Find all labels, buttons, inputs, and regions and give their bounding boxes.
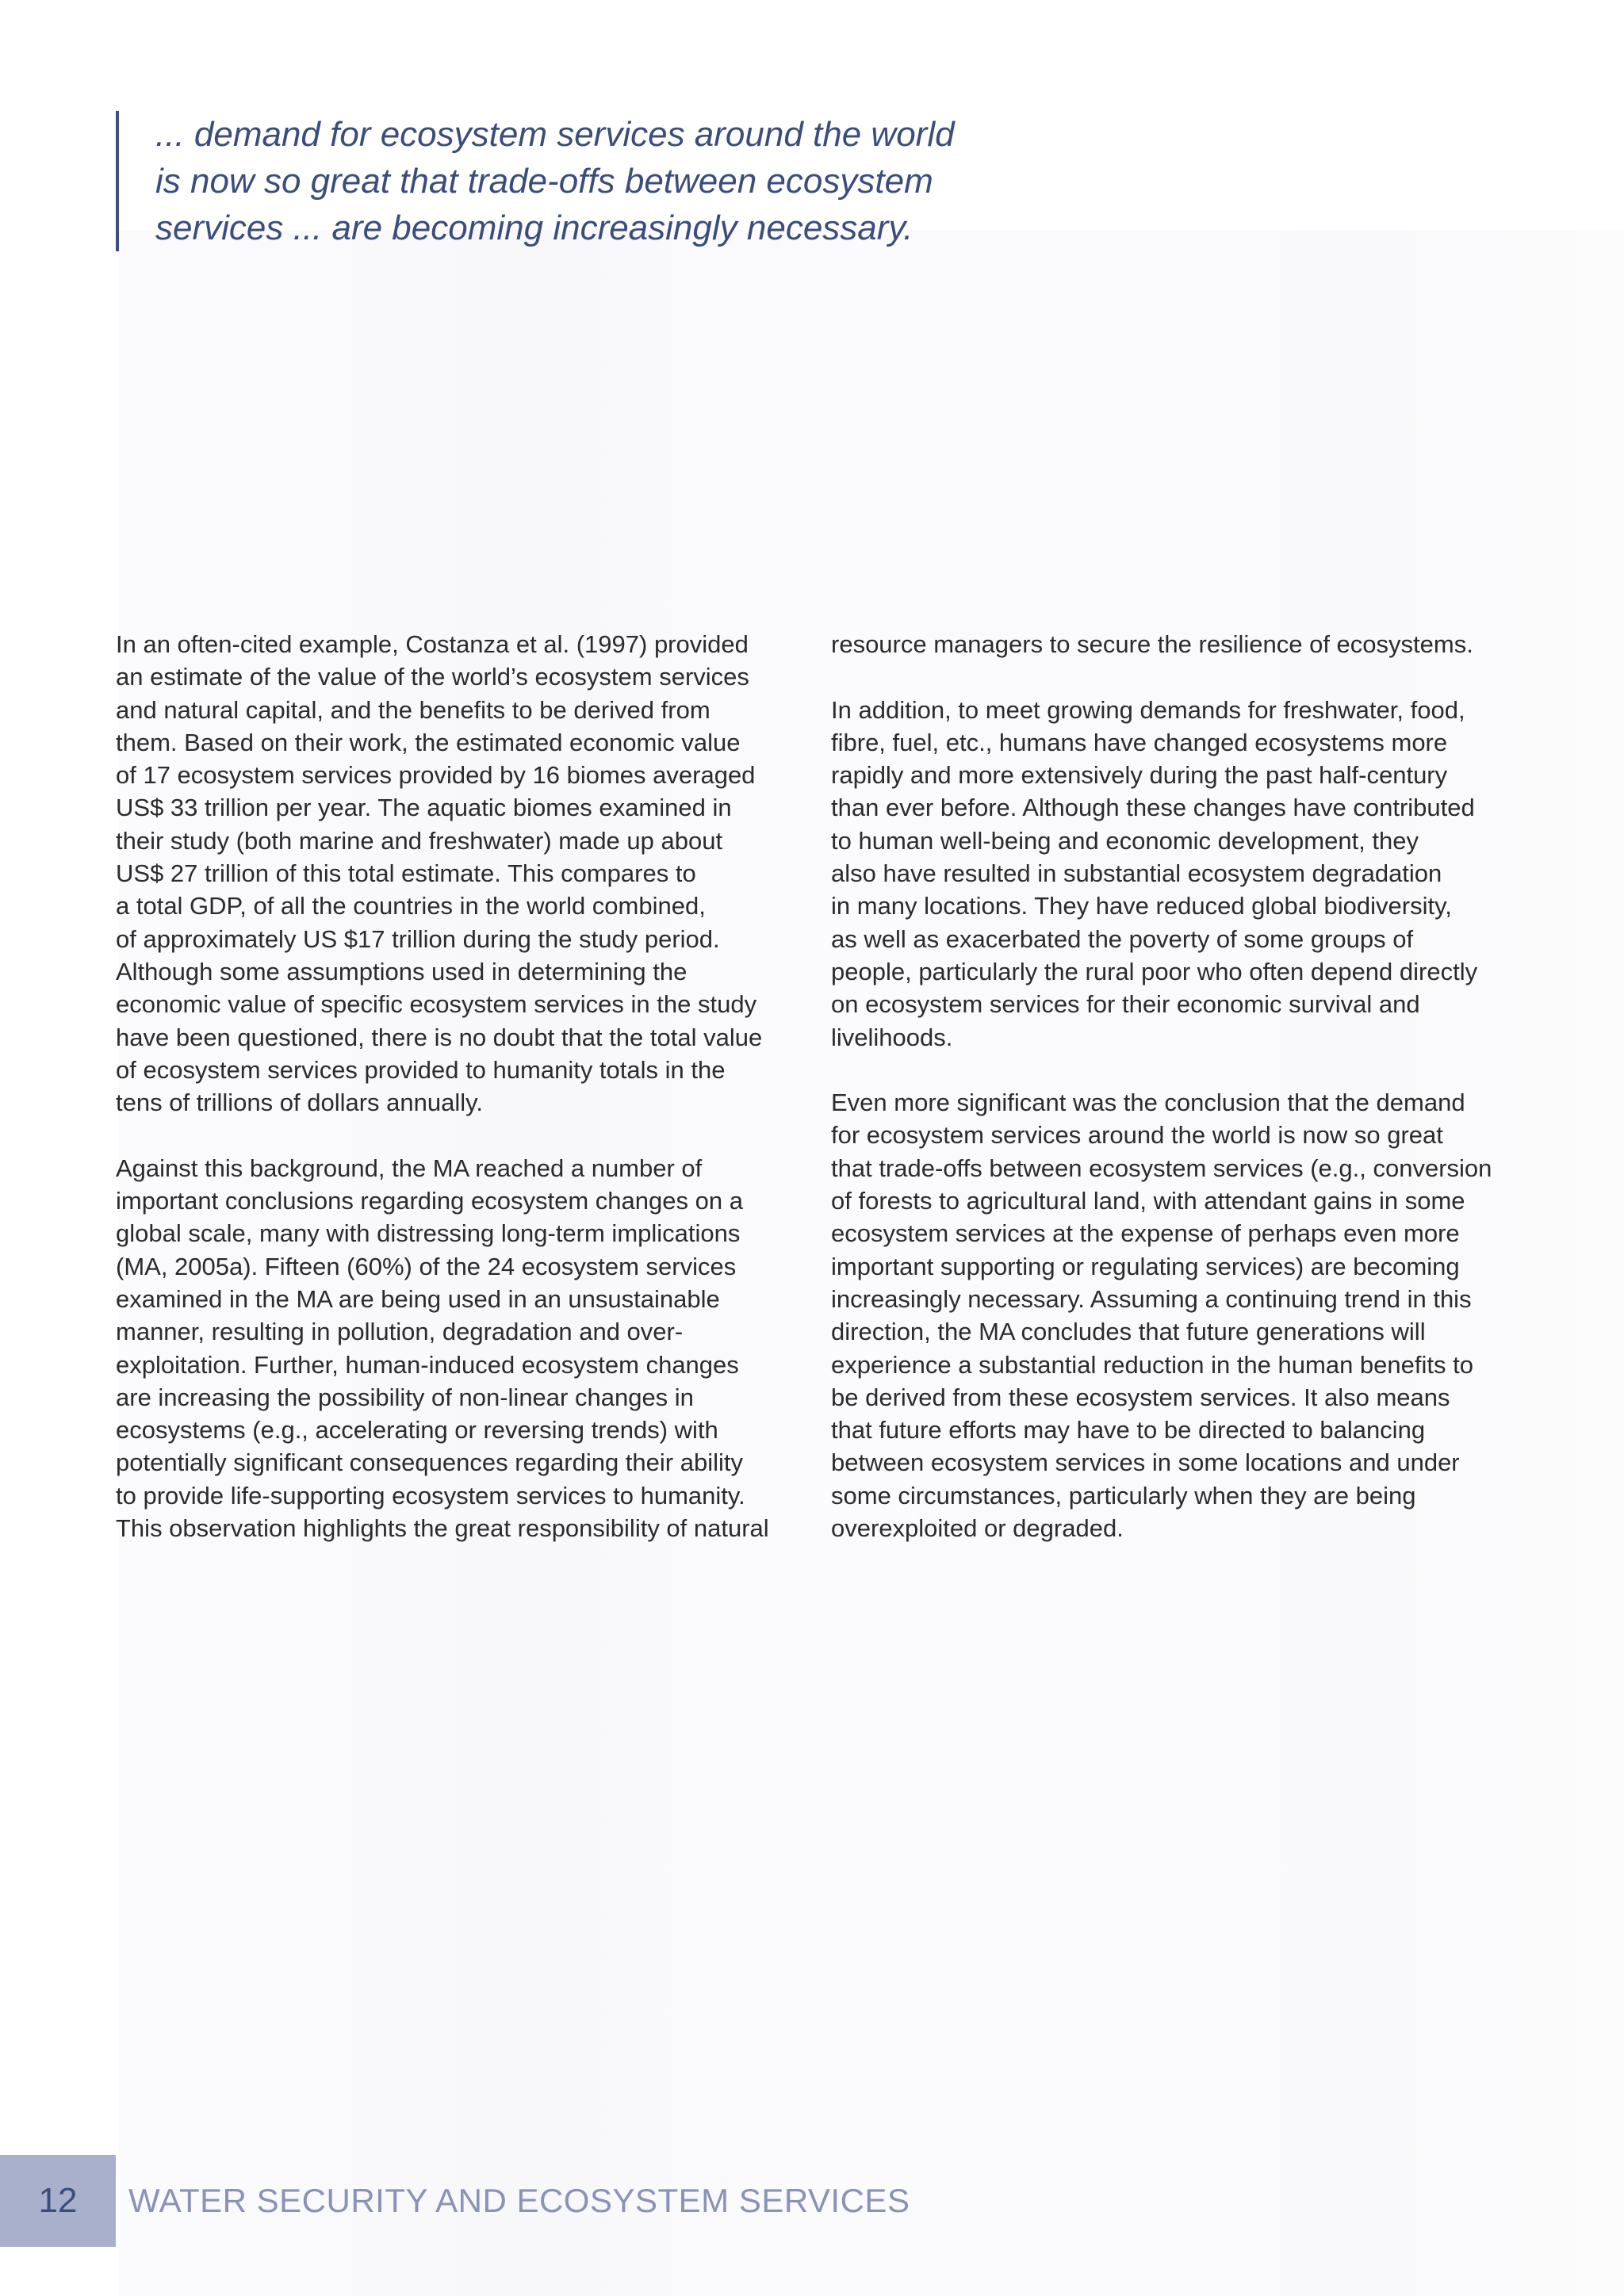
text-line: ecosystem services at the expense of perhaps even more <box>831 1219 1460 1248</box>
pull-quote <box>116 111 1091 251</box>
text-line: resource managers to secure the resilience of ecosystems. <box>831 630 1473 658</box>
text-line: than ever before. Although these changes have contributed <box>831 794 1475 822</box>
paragraph-gap <box>831 1054 1513 1086</box>
paragraph <box>831 628 1513 660</box>
text-line: on ecosystem services for their economic survival and <box>831 990 1420 1019</box>
text-line: important conclusions regarding ecosystem changes on a <box>116 1187 743 1215</box>
text-line: are increasing the possibility of non-linear changes in <box>116 1383 694 1411</box>
text-line: some circumstances, particularly when they are being <box>831 1481 1416 1510</box>
left-text-column <box>116 628 790 1544</box>
text-line: livelihoods. <box>831 1023 953 1051</box>
text-line: This observation highlights the great responsibility of natural <box>116 1514 769 1543</box>
paragraph <box>116 628 790 1119</box>
text-line: overexploited or degraded. <box>831 1514 1124 1543</box>
paragraph-gap <box>116 1119 790 1151</box>
paragraph <box>116 1152 790 1545</box>
text-line: to human well-being and economic development, they <box>831 826 1419 855</box>
text-line: tens of trillions of dollars annually. <box>116 1089 483 1117</box>
text-line: economic value of specific ecosystem services in the study <box>116 990 757 1019</box>
page-number: 12 <box>0 2155 116 2247</box>
text-line: Even more significant was the conclusion that the demand <box>831 1089 1465 1117</box>
text-line: fibre, fuel, etc., humans have changed ecosystems more <box>831 728 1448 756</box>
text-line: Against this background, the MA reached a number of <box>116 1154 703 1182</box>
text-line: important supporting or regulating services) are becoming <box>831 1252 1460 1280</box>
running-footer-title: WATER SECURITY AND ECOSYSTEM SERVICES <box>128 2182 910 2219</box>
text-line: In an often-cited example, Costanza et al. (1997) provided <box>116 630 749 658</box>
text-line: have been questioned, there is no doubt that the total value <box>116 1023 763 1051</box>
text-line: that future efforts may have to be directed to balancing <box>831 1416 1426 1445</box>
text-line: for ecosystem services around the world is now so great <box>831 1121 1443 1150</box>
text-line: people, particularly the rural poor who often depend directly <box>831 957 1478 985</box>
paragraph <box>831 694 1513 1054</box>
text-line: examined in the MA are being used in an unsustainable <box>116 1284 720 1313</box>
text-line: global scale, many with distressing long-term implications <box>116 1219 741 1248</box>
text-line: also have resulted in substantial ecosystem degradation <box>831 859 1442 888</box>
text-line: of approximately US $17 trillion during the study period. <box>116 924 720 953</box>
text-line: of ecosystem services provided to humanity totals in the <box>116 1055 726 1084</box>
text-line: (MA, 2005a). Fifteen (60%) of the 24 ecosystem services <box>116 1252 737 1280</box>
text-line: direction, the MA concludes that future generations will <box>831 1318 1426 1346</box>
text-line: In addition, to meet growing demands for freshwater, food, <box>831 695 1465 724</box>
text-line: increasingly necessary. Assuming a continuing trend in this <box>831 1284 1472 1313</box>
paragraph-gap <box>831 660 1513 693</box>
text-line: exploitation. Further, human-induced ecosystem changes <box>116 1350 739 1379</box>
text-line: a total GDP, of all the countries in the world combined, <box>116 892 706 920</box>
text-line: and natural capital, and the benefits to be derived from <box>116 695 710 724</box>
text-line: Although some assumptions used in determining the <box>116 957 688 985</box>
text-line: between ecosystem services in some locations and under <box>831 1448 1460 1477</box>
text-line: their study (both marine and freshwater) made up about <box>116 826 723 855</box>
text-line: them. Based on their work, the estimated economic value <box>116 728 741 756</box>
text-line: be derived from these ecosystem services. It also means <box>831 1383 1450 1411</box>
pull-quote-line: ... demand for ecosystem services around the world <box>155 115 955 154</box>
pull-quote-line: is now so great that trade-offs between ecosystem <box>155 162 933 201</box>
text-line: potentially significant consequences regarding their ability <box>116 1448 743 1477</box>
text-line: US$ 33 trillion per year. The aquatic biomes examined in <box>116 794 732 822</box>
text-line: experience a substantial reduction in the human benefits to <box>831 1350 1473 1379</box>
text-line: to provide life-supporting ecosystem services to humanity. <box>116 1481 745 1510</box>
pull-quote-line: services ... are becoming increasingly necessary. <box>155 209 914 247</box>
text-line: US$ 27 trillion of this total estimate. This compares to <box>116 859 696 888</box>
right-text-column <box>831 628 1513 1544</box>
text-line: rapidly and more extensively during the past half-century <box>831 761 1448 790</box>
text-line: that trade-offs between ecosystem services (e.g., conversion <box>831 1154 1492 1182</box>
text-line: of 17 ecosystem services provided by 16 biomes averaged <box>116 761 756 790</box>
text-line: ecosystems (e.g., accelerating or reversing trends) with <box>116 1416 718 1445</box>
text-line: manner, resulting in pollution, degradation and over- <box>116 1318 684 1346</box>
text-line: as well as exacerbated the poverty of some groups of <box>831 924 1414 953</box>
text-line: in many locations. They have reduced global biodiversity, <box>831 892 1452 920</box>
text-line: an estimate of the value of the world’s ecosystem services <box>116 663 749 691</box>
text-line: of forests to agricultural land, with attendant gains in some <box>831 1187 1465 1215</box>
paragraph <box>831 1086 1513 1544</box>
